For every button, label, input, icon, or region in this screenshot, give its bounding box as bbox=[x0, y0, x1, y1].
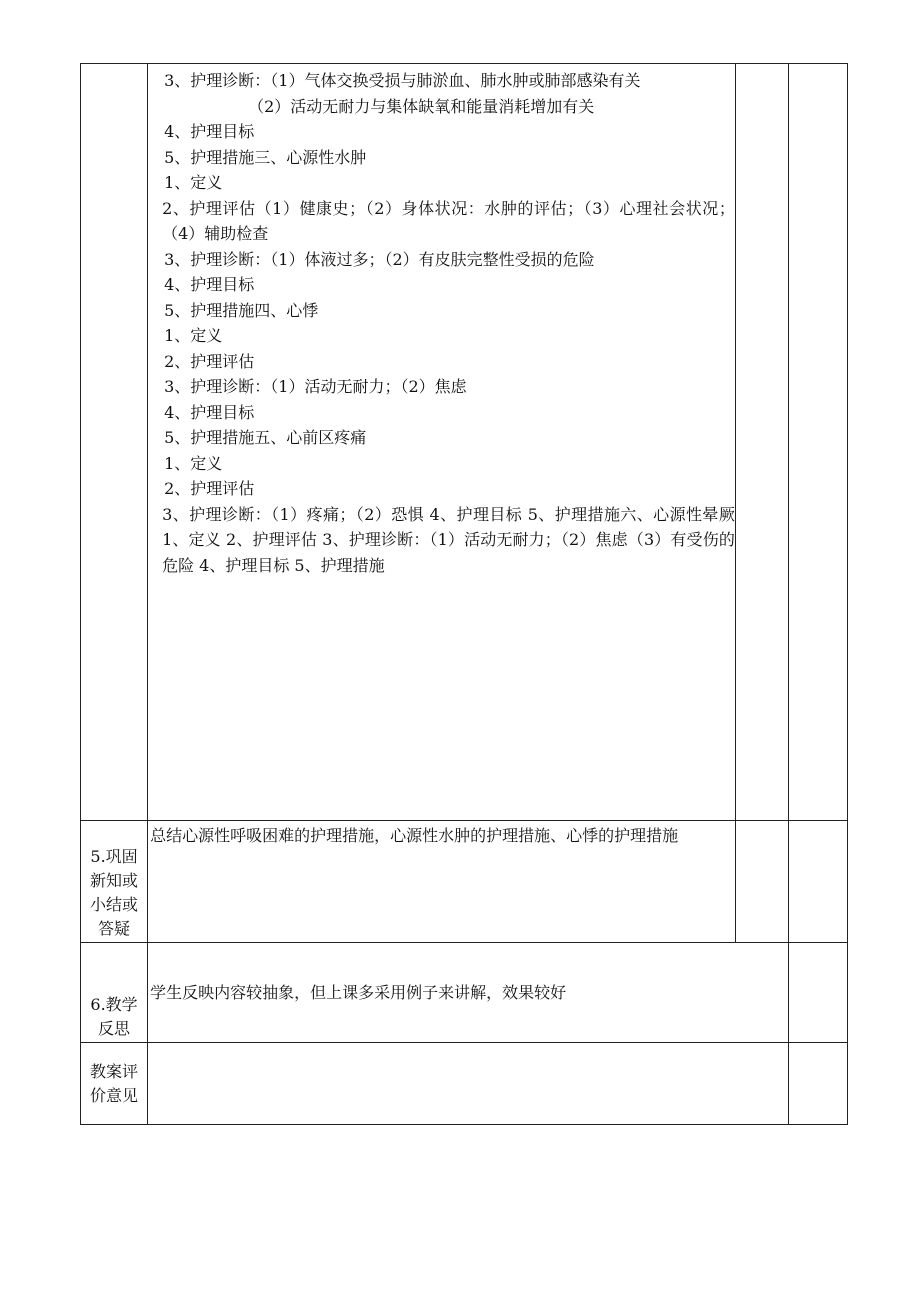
content-row-body-cell bbox=[148, 64, 736, 821]
label-line: 6.教学 bbox=[90, 995, 138, 1014]
evaluation-notes-cell bbox=[788, 1043, 847, 1125]
content-line: 2、护理评估 bbox=[164, 351, 255, 371]
content-line: 1、定义 bbox=[164, 453, 223, 473]
content-line: 5、护理措施五、心前区疼痛 bbox=[164, 428, 367, 447]
label-line: 5.巩固 bbox=[90, 847, 138, 866]
lesson-plan-table bbox=[80, 63, 848, 1125]
consolidate-extra-cell bbox=[735, 821, 788, 943]
consolidate-label bbox=[81, 821, 148, 943]
content-row bbox=[81, 64, 848, 821]
consolidate-notes-cell bbox=[788, 821, 847, 943]
evaluation-text bbox=[148, 1043, 789, 1125]
consolidate-row bbox=[81, 821, 848, 943]
content-line: 3、护理诊断：（1）气体交换受损与肺淤血、肺水肿或肺部感染有关 bbox=[164, 71, 641, 90]
label-line: 教案评 bbox=[90, 1061, 139, 1081]
content-row-extra-cell bbox=[735, 64, 788, 821]
content-line: 3、护理诊断：（1）疼痛；（2）恐惧 4、护理目标 5、护理措施六、心源性晕厥 1、定义 2、护理评估 3、护理诊断：（1）活动无耐力；（2）焦虑（3）有受伤的危险 4、护理目标 5、护理措施 bbox=[162, 504, 735, 575]
content-line: （2）活动无耐力与集体缺氧和能量消耗增加有关 bbox=[248, 96, 595, 116]
content-line: 5、护理措施四、心悸 bbox=[164, 300, 319, 320]
label-line: 小结或 bbox=[90, 895, 139, 914]
content-line: 5、护理措施三、心源性水肿 bbox=[164, 147, 367, 167]
reflection-notes-cell bbox=[788, 943, 847, 1043]
content-row-notes-cell bbox=[788, 64, 847, 821]
consolidate-text: 总结心源性呼吸困难的护理措施，心源性水肿的护理措施、心悸的护理措施 bbox=[148, 821, 736, 943]
content-line: 4、护理目标 bbox=[164, 275, 255, 294]
label-line: 反思 bbox=[98, 1019, 131, 1038]
content-row-label-cell bbox=[81, 64, 148, 821]
content-line: 4、护理目标 bbox=[164, 122, 255, 141]
content-line: 2、护理评估 bbox=[164, 479, 255, 498]
reflection-row bbox=[81, 943, 848, 1043]
evaluation-label bbox=[81, 1043, 148, 1125]
content-line: 3、护理诊断：（1）活动无耐力；（2）焦虑 bbox=[164, 377, 467, 396]
content-line: 4、护理目标 bbox=[164, 402, 255, 422]
reflection-text: 学生反映内容较抽象，但上课多采用例子来讲解，效果较好 bbox=[148, 943, 789, 1043]
label-line: 价意见 bbox=[90, 1085, 139, 1105]
content-line: 3、护理诊断：（1）体液过多；（2）有皮肤完整性受损的危险 bbox=[164, 249, 595, 269]
teaching-content bbox=[148, 64, 735, 578]
content-line: 1、定义 bbox=[164, 326, 223, 345]
reflection-label bbox=[81, 943, 148, 1043]
evaluation-row bbox=[81, 1043, 848, 1125]
label-line: 答疑 bbox=[98, 919, 131, 938]
label-line: 新知或 bbox=[90, 871, 139, 890]
content-line: 1、定义 bbox=[164, 173, 223, 192]
content-line: 2、护理评估（1）健康史；（2）身体状况：水肿的评估；（3）心理社会状况；（4）辅助检查 bbox=[162, 198, 735, 243]
